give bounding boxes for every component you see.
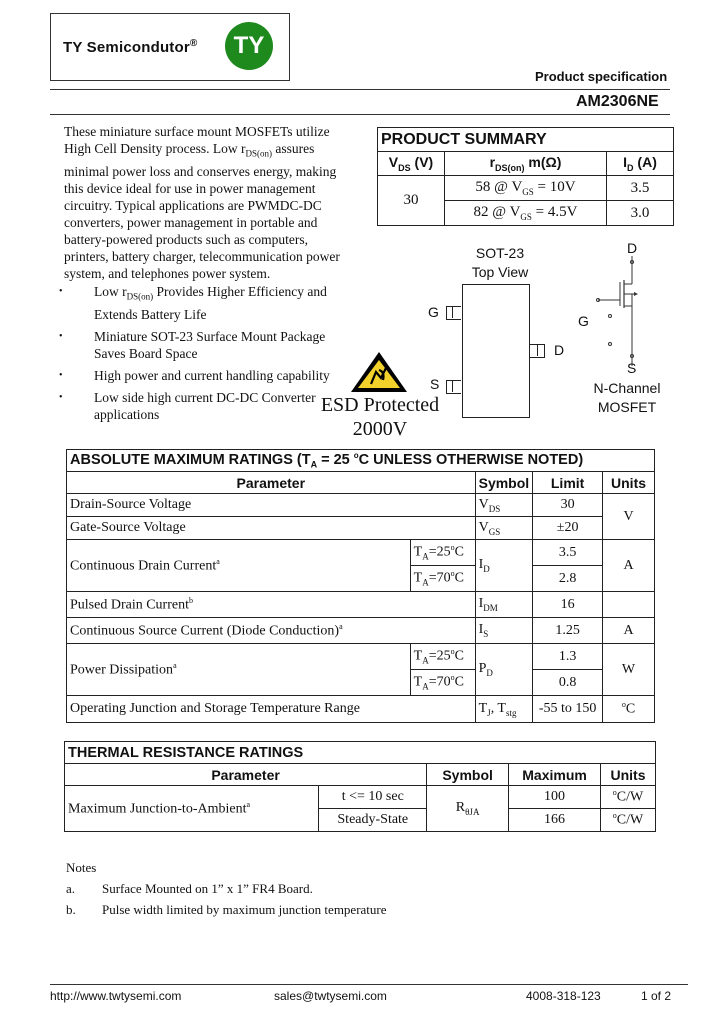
- feature-item: • Miniature SOT-23 Surface Mount Package Saves Board Space: [64, 328, 344, 362]
- part-rule: [50, 114, 670, 115]
- package-title: [440, 244, 560, 282]
- pin-d-label: D: [554, 342, 565, 358]
- thermal-title: THERMAL RESISTANCE RATINGS: [65, 742, 656, 764]
- thermal-cond1: t <= 10 sec: [319, 786, 427, 809]
- sym-is: $I_S$: [475, 618, 533, 644]
- schematic-caption-line2: MOSFET: [597, 399, 657, 415]
- esd-line1: ESD Protected: [320, 394, 440, 416]
- unit-amp: A: [603, 540, 655, 592]
- ps-col-id: $I_D$ (A): [607, 152, 674, 176]
- sym-vgs: $V_{GS}$: [475, 517, 533, 540]
- pin-s-pad-inner: [452, 380, 453, 392]
- abs-col-units: Units: [603, 472, 655, 494]
- notes: [66, 857, 387, 920]
- pin-s-label: S: [430, 376, 440, 392]
- logo-box: [50, 13, 290, 81]
- thermal-unit2: $^o$C/W: [601, 809, 656, 832]
- abs-col-parameter: Parameter: [67, 472, 476, 494]
- thermal-col-units: Units: [601, 764, 656, 786]
- pin-g-label: G: [428, 304, 439, 320]
- cond-ta70: $T_A=70^oC$: [410, 566, 475, 592]
- unit-watt: W: [603, 644, 655, 696]
- schematic-d-label: D: [627, 240, 638, 256]
- limit-vgs: ±20: [533, 517, 603, 540]
- footer-phone: 4008-318-123: [526, 989, 601, 1003]
- cond-pd-ta70: $T_A=70^oC$: [410, 670, 475, 696]
- ps-vds-value: 30: [378, 176, 445, 226]
- ps-rds-row2: 82 @ $V_{GS} = 4.5V$: [445, 201, 607, 226]
- row-pulsed: Pulsed Drain Current$^b$: [67, 592, 476, 618]
- abs-max-table: [66, 449, 655, 723]
- package-title-line1: SOT-23: [475, 245, 525, 261]
- package-title-line2: Top View: [471, 264, 529, 280]
- limit-idm: 16: [533, 592, 603, 618]
- notes-title: Notes: [66, 860, 97, 875]
- thermal-max2: 166: [509, 809, 601, 832]
- feature-list: [64, 283, 344, 428]
- header-rule: [50, 89, 670, 90]
- footer-email[interactable]: sales@twtysemi.com: [274, 989, 387, 1003]
- logo-circle-icon: [225, 22, 273, 70]
- thermal-cond2: Steady-State: [319, 809, 427, 832]
- esd-line2: 2000V: [352, 418, 408, 440]
- schematic-caption-line1: N-Channel: [593, 380, 661, 396]
- pin-s-pad: [446, 380, 461, 394]
- cond-pd-ta25: $T_A=25^oC$: [410, 644, 475, 670]
- unit-temp: $^o$C: [603, 696, 655, 723]
- esd-text: [310, 393, 450, 441]
- limit-pd-25: 1.3: [533, 644, 603, 670]
- ps-col-rds: $r_{DS(on)}$ m(Ω): [445, 152, 607, 176]
- part-number: AM2306NE: [576, 93, 659, 110]
- limit-is: 1.25: [533, 618, 603, 644]
- logo-text: TY: [233, 32, 265, 59]
- mosfet-symbol-icon: [590, 256, 650, 366]
- unit-idm-empty: [603, 592, 655, 618]
- abs-col-symbol: Symbol: [475, 472, 533, 494]
- row-cont-drain: Continuous Drain Current$^a$: [67, 540, 411, 592]
- row-power: Power Dissipation$^a$: [67, 644, 411, 696]
- row-op-temp: Operating Junction and Storage Temperature Range: [67, 696, 476, 723]
- row-drain-source: Drain-Source Voltage: [67, 494, 476, 517]
- thermal-max1: 100: [509, 786, 601, 809]
- row-gate-source: Gate-Source Voltage: [67, 517, 476, 540]
- footer-page: 1 of 2: [641, 989, 672, 1003]
- thermal-table: [64, 741, 656, 832]
- feature-item: • High power and current handling capability: [64, 367, 344, 384]
- product-summary-title: PRODUCT SUMMARY: [378, 128, 674, 152]
- unit-is: A: [603, 618, 655, 644]
- ps-id-row2: 3.0: [607, 201, 674, 226]
- feature-item: • Low $r_{DS(on)}$ Provides Higher Efficiency and Extends Battery Life: [64, 283, 344, 323]
- schematic-s-label: S: [627, 360, 637, 376]
- ps-col-vds: $V_{DS}$ (V): [378, 152, 445, 176]
- sot23-package-icon: [462, 284, 530, 418]
- schematic-g-label: G: [578, 313, 589, 329]
- abs-max-title: ABSOLUTE MAXIMUM RATINGS ($T_A = 25$ $^o$C UNLESS OTHERWISE NOTED): [67, 450, 655, 472]
- unit-volt: V: [603, 494, 655, 540]
- ps-id-row1: 3.5: [607, 176, 674, 201]
- product-spec-label: Product specification: [535, 69, 668, 84]
- thermal-col-parameter: Parameter: [65, 764, 427, 786]
- thermal-col-symbol: Symbol: [427, 764, 509, 786]
- limit-pd-70: 0.8: [533, 670, 603, 696]
- description: These miniature surface mount MOSFETs utilize High Cell Density process. Low $r_{DS(on)}$ assures minimal power loss and conserves energy, making this device ideal for use in power management circuitry. Typical applications are PWMDC-DC converters, power management in portable and battery-powered products such as computers, printers, battery charger, telecommunication power system, and telephones power system.: [64, 124, 340, 281]
- thermal-unit1: $^o$C/W: [601, 786, 656, 809]
- limit-id-70: 2.8: [533, 566, 603, 592]
- limit-temp: -55 to 150: [533, 696, 603, 723]
- note-a: a. Surface Mounted on 1” x 1” FR4 Board.: [66, 881, 313, 896]
- sym-id: $I_D$: [475, 540, 533, 592]
- sym-tj-tstg: $T_J$, $T_{stg}$: [475, 696, 533, 723]
- row-cont-source: Continuous Source Current (Diode Conduction)$^a$: [67, 618, 476, 644]
- schematic-caption: [580, 379, 674, 417]
- pin-g-pad-inner: [452, 306, 453, 318]
- company-name: TY Semicondutor®: [63, 38, 198, 56]
- pin-g-pad: [446, 306, 461, 320]
- esd-triangle-icon: [349, 350, 409, 394]
- pin-d-pad-inner: [537, 344, 538, 356]
- thermal-row-label: Maximum Junction-to-Ambient$^a$: [65, 786, 319, 832]
- sym-pd: $P_D$: [475, 644, 533, 696]
- feature-item: • Low side high current DC-DC Converter applications: [64, 389, 344, 423]
- limit-vds: 30: [533, 494, 603, 517]
- limit-id-25: 3.5: [533, 540, 603, 566]
- note-b: b. Pulse width limited by maximum junction temperature: [66, 902, 387, 917]
- sym-vds: $V_{DS}$: [475, 494, 533, 517]
- thermal-symbol: $R_{\theta JA}$: [427, 786, 509, 832]
- cond-ta25: $T_A=25^oC$: [410, 540, 475, 566]
- sym-idm: $I_{DM}$: [475, 592, 533, 618]
- footer-url[interactable]: http://www.twtysemi.com: [50, 989, 182, 1003]
- product-summary-table: [377, 127, 674, 226]
- ps-rds-row1: 58 @ $V_{GS} = 10V$: [445, 176, 607, 201]
- thermal-col-max: Maximum: [509, 764, 601, 786]
- footer-rule: [50, 984, 688, 985]
- abs-col-limit: Limit: [533, 472, 603, 494]
